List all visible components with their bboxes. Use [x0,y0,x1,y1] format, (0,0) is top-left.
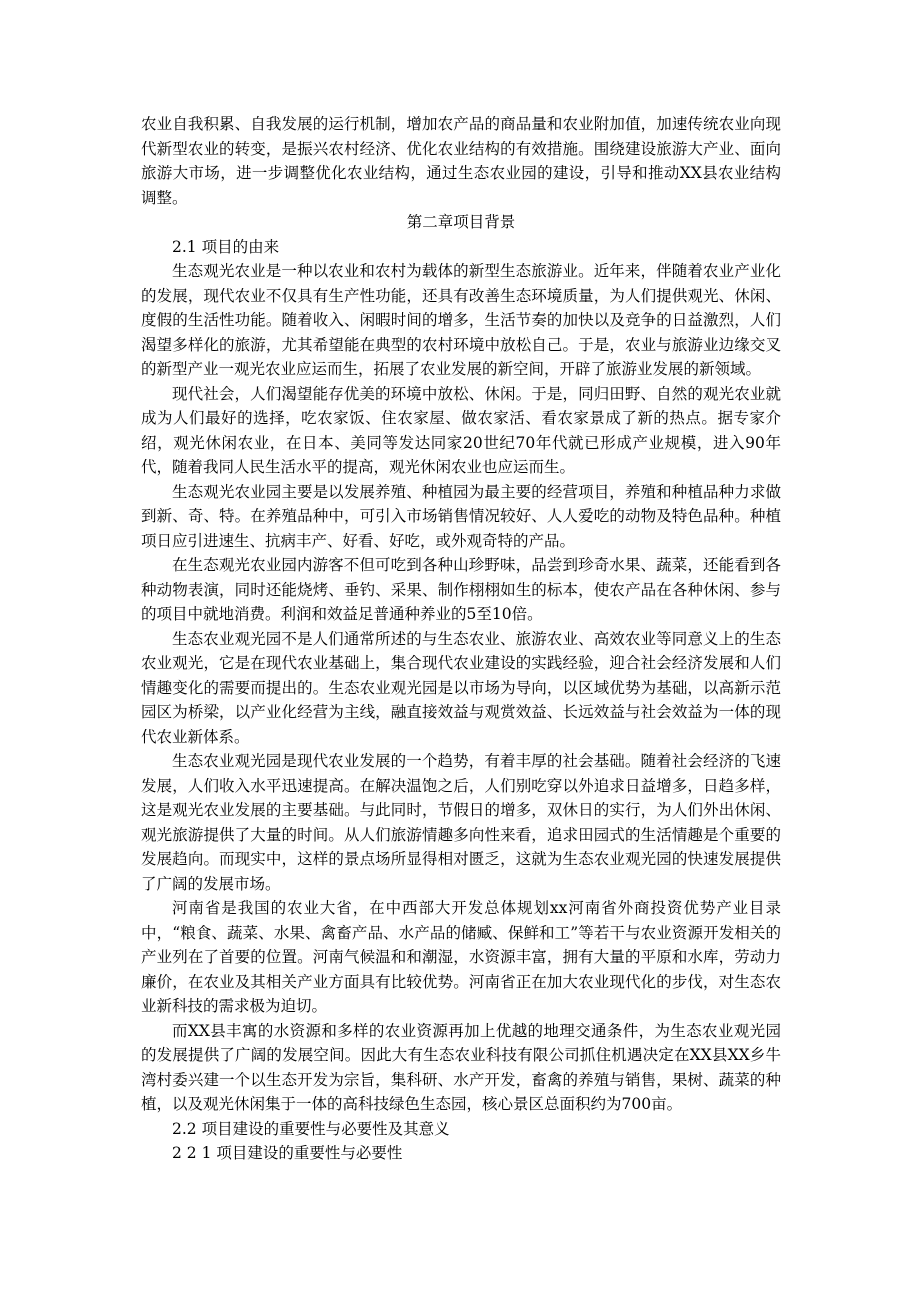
intro-paragraph: 农业自我积累、自我发展的运行机制，增加农产品的商品量和农业附加值，加速传统农业向现代新型农业的转变，是振兴农村经济、优化农业结构的有效措施。围绕建设旅游大产业、面向旅游大市场，进一步调整优化农业结构，通过生态农业园的建设，引导和推动XX县农业结构调整。 [141,115,781,207]
chapter-title: 第二章项目背景 [406,213,516,231]
body-paragraph: 现代社会，人们渴望能存优美的环境中放松、休闲。于是，同归田野、自然的观光农业就成为人们最好的选择，吃农家饭、住农家屋、做农家活、看农家景成了新的热点。据专家介绍，观光休闲农业，在日本、美同等发达同家20世纪70年代就已形成产业规模，进入90年代，随着我同人民生活水平的提高，观光休闲农业也应运而生。 [141,384,781,476]
body-paragraph: 生态观光农业园主要是以发展养殖、种植园为最主要的经营项目，养殖和种植品种力求做到新、奇、特。在养殖品种中，可引入市场销售情况较好、人人爱吃的动物及特色品种。种植项日应引进速生、抗病丰产、好看、好吃，或外观奇特的产品。 [141,482,781,550]
body-paragraph: 生态农业观光园是现代农业发展的一个趋势，有着丰厚的社会基础。随着社会经济的飞速发展，人们收入水平迅速提高。在解决温饱之后，人们别吃穿以外追求日益增多，日趋多样，这是观光农业发展的主要基础。与此同时，节假日的增多，双休日的实行，为人们外出休闲、观光旅游提供了大量的时间。从人们旅游情趣多向性来看，追求田园式的生活情趣是个重要的发展趋向。而现实中，这样的景点场所显得相对匮乏，这就为生态农业观光园的快速发展提供了广阔的发展市场。 [141,752,781,893]
document-page [141,112,781,1166]
body-paragraph: 生态观光农业是一种以农业和农村为载体的新型生态旅游业。近年来，伴随着农业产业化的发展，现代农业不仅具有生产性功能，还具有改善生态环境质量，为人们提供观光、休闲、度假的生活性功能。随着收入、闲暇时间的增多，生活节奏的加快以及竞争的日益激烈，人们渴望多样化的旅游，尤其希望能在典型的农村环境中放松自己。于是，农业与旅游业边缘交叉的新型产业一观光农业应运而生，拓展了农业发展的新空间，开辟了旅游业发展的新领域。 [141,262,781,378]
body-paragraph: 在生态观光农业园内游客不但可吃到各种山珍野味，品尝到珍奇水果、蔬菜，还能看到各种动物表演，同时还能烧烤、垂钓、采果、制作栩栩如生的标本，使农产品在各种休闲、参与的项目中就地消费。利润和效益足普通种养业的5至10倍。 [141,556,781,623]
section-heading-2-2: 2.2 项目建设的重要性与必要性及其意义 [172,1119,450,1138]
section-heading-2-2-1: 2 2 1 项目建设的重要性与必要性 [172,1144,403,1162]
section-heading-2-1: 2.1 项目的由来 [172,237,280,256]
body-paragraph: 河南省是我国的农业大省，在中西部大开发总体规划xx河南省外商投资优势产业目录中，“粮食、蔬菜、水果、禽畜产品、水产品的储臧、保鲜和工”等若干与农业资源开发相关的产业列在了首要的位置。河南气候温和和潮湿，水资源丰富，拥有大量的平原和水库，劳动力廉价，在农业及其相关产业方面具有比较优势。河南省正在加大农业现代化的步伐，对生态农业新科技的需求极为迫切。 [141,899,781,1015]
body-paragraph: 生态农业观光园不是人们通常所述的与生态农业、旅游农业、高效农业等同意义上的生态农业观光，它是在现代农业基础上，集合现代农业建设的实践经验，迎合社会经济发展和人们情趣变化的需要而提出的。生态农业观光园是以市场为导向，以区域优势为基础，以高新示范园区为桥梁，以产业化经营为主线，融直接效益与观赏效益、长远效益与社会效益为一体的现代农业新体系。 [141,629,781,746]
body-paragraph: 而XX县丰寓的水资源和多样的农业资源再加上优越的地理交通条件，为生态农业观光园的发展提供了广阔的发展空间。因此大有生态农业科技有限公司抓住机遇决定在XX县XX乡牛湾村委兴建一个以生态开发为宗旨，集科研、水产开发，畜禽的养殖与销售，果树、蔬菜的种植，以及观光休闲集于一体的高科技绿色生态园，核心景区总面积约为700亩。 [141,1021,781,1113]
